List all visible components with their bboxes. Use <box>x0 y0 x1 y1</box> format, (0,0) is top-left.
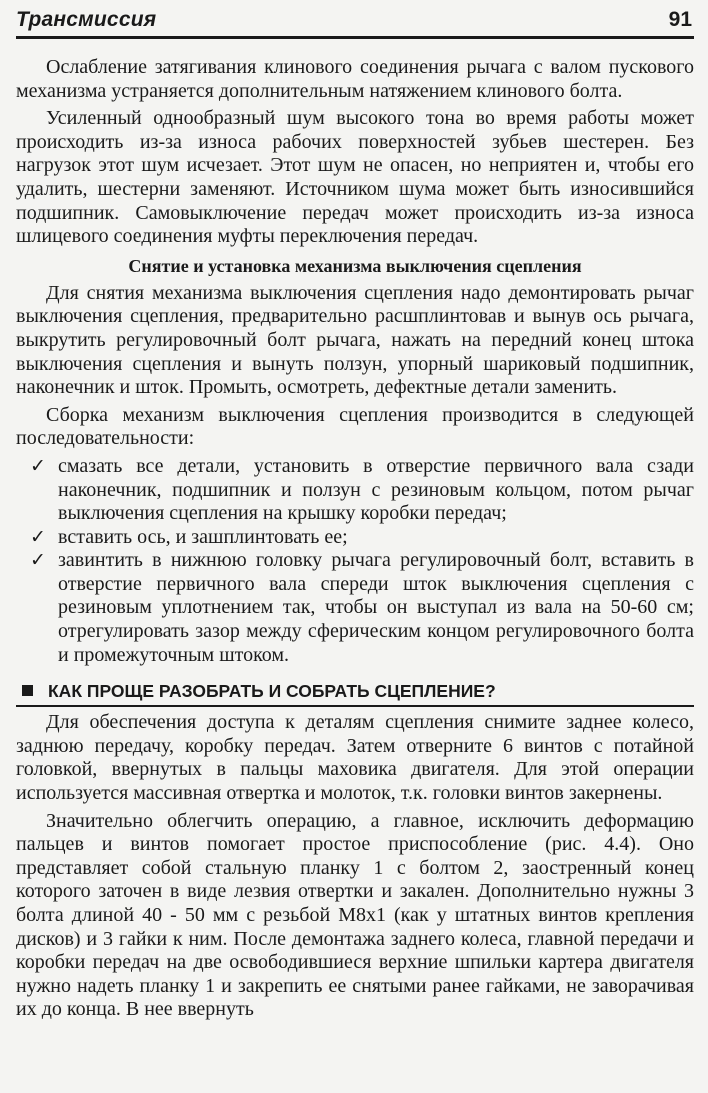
paragraph-gear-noise: Усиленный однообразный шум высокого тона во время работы может происходить из-за износа рабочих поверхностей зубьев шестерен. Без нагрузок этот шум исчезает. Этот шум не опасен, но неприятен и, чтобы его удалить, шестерни заменяют. Источником шума может быть износившийся подшипник. Самовыключение передач может происходить из-за износа шлицевого соединения муфты переключения передач. <box>16 107 694 248</box>
list-item <box>16 526 694 550</box>
paragraph-assembly-intro: Сборка механизм выключения сцепления производится в следующей последовательности: <box>16 403 694 450</box>
checkmark-icon: ✓ <box>30 549 46 572</box>
list-item <box>16 455 694 526</box>
paragraph-removal: Для снятия механизма выключения сцепления надо демонтировать рычаг выключения сцепления, предварительно расшплинтовав и вынув ось рычага, выкрутить регулировочный болт рычага, нажать на передний конец штока выключения сцепления и вынуть ползун, упорный шариковый подшипник, наконечник и шток. Промыть, осмотреть, дефектные детали заменить. <box>16 281 694 399</box>
square-bullet-icon <box>22 685 33 696</box>
page-body <box>16 56 694 1026</box>
paragraph-access: Для обеспечения доступа к деталям сцепления снимите заднее колесо, заднюю передачу, коробку передач. Затем отверните 6 винтов с потайной головкой, ввернутых в пальцы маховика двигателя. Для этой операции используется массивная отвертка и молоток, т.к. головки винтов закернены. <box>16 711 694 805</box>
assembly-steps-list <box>16 455 694 667</box>
list-item-text: завинтить в нижнюю головку рычага регулировочный болт, вставить в отверстие первичного вала спереди шток выключения сцепления с резиновым уплотнением так, чтобы он выступал из вала на 50-60 см; отрегулировать зазор между сферическим концом регулировочного болта и промежуточным штоком. <box>58 549 694 666</box>
list-item <box>16 549 694 667</box>
page-number: 91 <box>668 8 692 31</box>
paragraph-clutch-wedge: Ослабление затягивания клинового соединения рычага с валом пускового механизма устраняется дополнительным натяжением клинового болта. <box>16 56 694 102</box>
subheading-release-mechanism: Снятие и установка механизма выключения сцепления <box>128 255 582 276</box>
running-header <box>16 6 694 39</box>
paragraph-tool: Значительно облегчить операцию, а главное, исключить деформацию пальцев и винтов помогает простое приспособление (рис. 4.4). Оно представляет собой стальную планку 1 с болтом 2, заостренный конец которого заточен в виде лезвия отвертки и закален. Дополнительно нужны 3 болта длиной 40 - 50 мм с резьбой M8x1 (как у штатных винтов крепления дисков) и 3 гайки к ним. После демонтажа заднего колеса, главной передачи и коробки передач на две освободившиеся верхние шпильки картера двигателя нужно надеть планку 1 и закрепить ее снятыми ранее гайками, не заворачивая их до конца. В нее ввернуть <box>16 809 694 1021</box>
checkmark-icon: ✓ <box>30 454 46 477</box>
chapter-title: Трансмиссия <box>16 8 157 31</box>
section-heading <box>16 679 694 707</box>
section-heading-text: КАК ПРОЩЕ РАЗОБРАТЬ И СОБРАТЬ СЦЕПЛЕНИЕ? <box>48 681 496 702</box>
list-item-text: вставить ось, и зашплинтовать ее; <box>58 525 348 548</box>
checkmark-icon: ✓ <box>30 525 46 548</box>
list-item-text: смазать все детали, установить в отверстие первичного вала сзади наконечник, подшипник и ползун с резиновым кольцом, потом рычаг выключения сцепления на крышку коробки передач; <box>58 454 694 525</box>
